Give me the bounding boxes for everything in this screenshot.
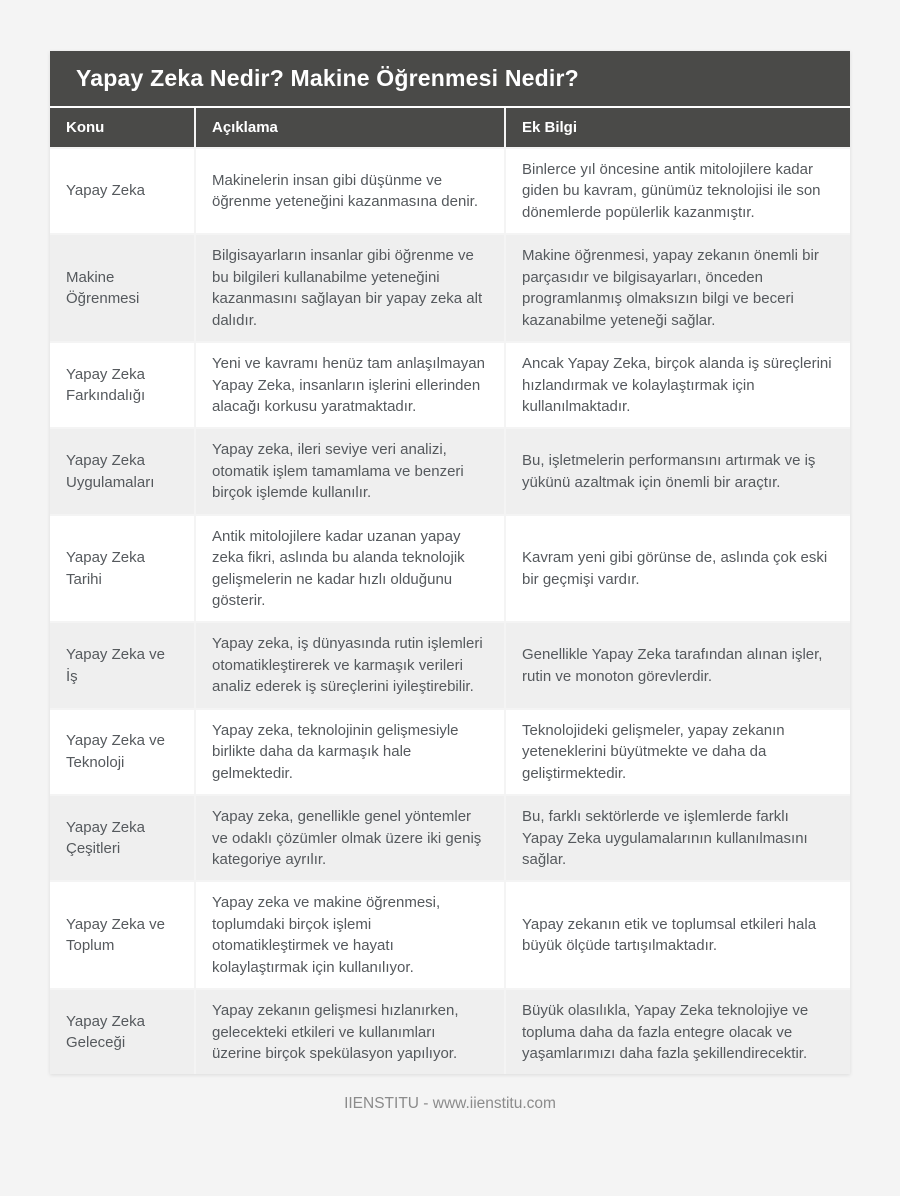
cell-aciklama: Yeni ve kavramı henüz tam anlaşılmayan Yapay Zeka, insanların işlerini ellerinden alacağı korkusu yaratmaktadır. [195,342,505,428]
cell-ek-bilgi: Kavram yeni gibi görünse de, aslında çok eski bir geçmişi vardır. [505,515,850,623]
table-row [50,515,850,623]
table-body [50,148,850,1074]
cell-aciklama: Yapay zeka, teknolojinin gelişmesiyle birlikte daha da karmaşık hale gelmektedir. [195,709,505,795]
cell-ek-bilgi: Bu, işletmelerin performansını artırmak ve iş yükünü azaltmak için önemli bir araçtır. [505,428,850,514]
cell-aciklama: Yapay zekanın gelişmesi hızlanırken, gelecekteki etkileri ve kullanımları üzerine birçok spekülasyon yapılıyor. [195,989,505,1074]
info-table [50,108,850,1074]
cell-konu: Yapay Zeka Farkındalığı [50,342,195,428]
cell-aciklama: Bilgisayarların insanlar gibi öğrenme ve bu bilgileri kullanabilme yeteneğini kazanmasını sağlayan bir yapay zeka alt dalıdır. [195,234,505,342]
cell-ek-bilgi: Makine öğrenmesi, yapay zekanın önemli bir parçasıdır ve bilgisayarları, önceden programlanmış olmaksızın bilgi ve beceri kazanabilme yeteneği sağlar. [505,234,850,342]
cell-konu: Yapay Zeka Tarihi [50,515,195,623]
cell-aciklama: Antik mitolojilere kadar uzanan yapay zeka fikri, aslında bu alanda teknolojik gelişmelerin ne kadar hızlı olduğunu gösterir. [195,515,505,623]
cell-konu: Yapay Zeka [50,148,195,234]
table-row [50,709,850,795]
table-row [50,795,850,881]
table-row [50,234,850,342]
cell-konu: Yapay Zeka Çeşitleri [50,795,195,881]
cell-ek-bilgi: Ancak Yapay Zeka, birçok alanda iş süreçlerini hızlandırmak ve kolaylaştırmak için kullanılmaktadır. [505,342,850,428]
cell-konu: Makine Öğrenmesi [50,234,195,342]
content-card [50,51,850,1074]
cell-aciklama: Yapay zeka, genellikle genel yöntemler ve odaklı çözümler olmak üzere iki geniş kategoriye ayrılır. [195,795,505,881]
column-header-ek-bilgi: Ek Bilgi [505,108,850,148]
cell-aciklama: Yapay zeka ve makine öğrenmesi, toplumdaki birçok işlemi otomatikleştirmek ve hayatı kolaylaştırmak için kullanılıyor. [195,881,505,989]
column-header-aciklama: Açıklama [195,108,505,148]
cell-konu: Yapay Zeka Geleceği [50,989,195,1074]
cell-konu: Yapay Zeka Uygulamaları [50,428,195,514]
column-header-konu: Konu [50,108,195,148]
table-header-row [50,108,850,148]
cell-aciklama: Yapay zeka, iş dünyasında rutin işlemleri otomatikleştirerek ve karmaşık verileri analiz ederek iş süreçlerini iyileştirebilir. [195,622,505,708]
table-row [50,881,850,989]
table-row [50,989,850,1074]
table-row [50,428,850,514]
cell-konu: Yapay Zeka ve Toplum [50,881,195,989]
page-title: Yapay Zeka Nedir? Makine Öğrenmesi Nedir? [50,51,850,106]
cell-ek-bilgi: Binlerce yıl öncesine antik mitolojilere kadar giden bu kavram, günümüz teknolojisi ile son dönemlerde popülerlik kazanmıştır. [505,148,850,234]
cell-konu: Yapay Zeka ve Teknoloji [50,709,195,795]
cell-ek-bilgi: Büyük olasılıkla, Yapay Zeka teknolojiye ve topluma daha da fazla entegre olacak ve yaşamlarımızı daha fazla şekillendirecektir. [505,989,850,1074]
cell-konu: Yapay Zeka ve İş [50,622,195,708]
table-row [50,148,850,234]
cell-ek-bilgi: Teknolojideki gelişmeler, yapay zekanın yeteneklerini büyütmekte ve daha da geliştirmektedir. [505,709,850,795]
table-row [50,622,850,708]
cell-ek-bilgi: Genellikle Yapay Zeka tarafından alınan işler, rutin ve monoton görevlerdir. [505,622,850,708]
cell-ek-bilgi: Bu, farklı sektörlerde ve işlemlerde farklı Yapay Zeka uygulamalarının kullanılmasını sağlar. [505,795,850,881]
cell-ek-bilgi: Yapay zekanın etik ve toplumsal etkileri hala büyük ölçüde tartışılmaktadır. [505,881,850,989]
footer-text: IIENSTITU - www.iienstitu.com [344,1095,556,1113]
table-row [50,342,850,428]
cell-aciklama: Makinelerin insan gibi düşünme ve öğrenme yeteneğini kazanmasına denir. [195,148,505,234]
cell-aciklama: Yapay zeka, ileri seviye veri analizi, otomatik işlem tamamlama ve benzeri birçok işlemde kullanılır. [195,428,505,514]
